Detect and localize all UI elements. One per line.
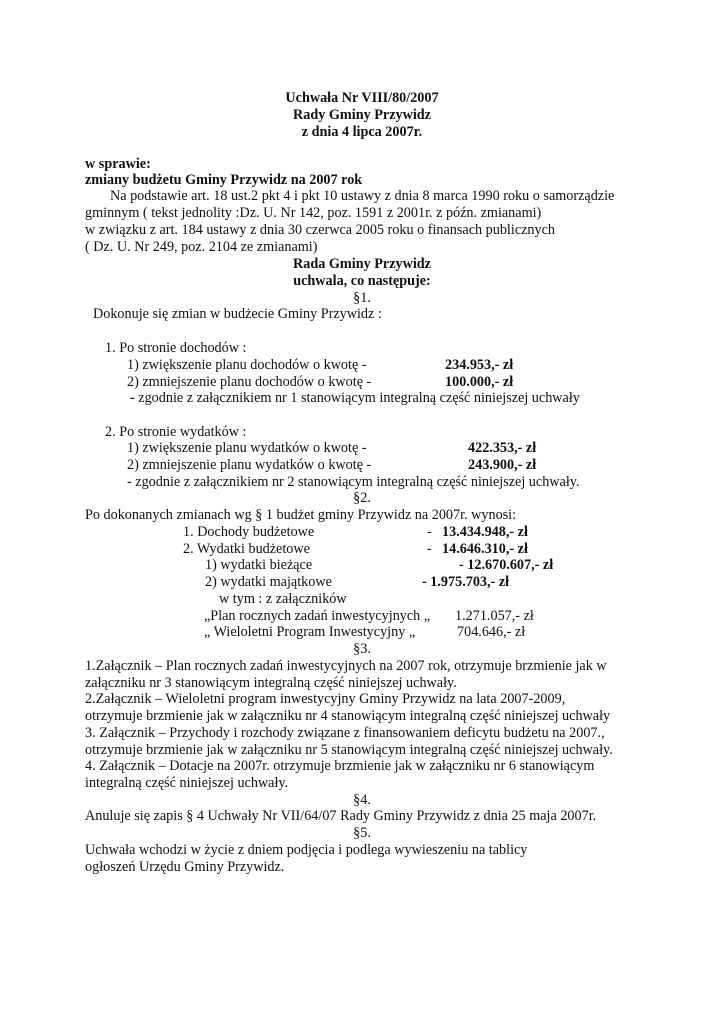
preamble-line: ( Dz. U. Nr 249, poz. 2104 ze zmianami) (85, 239, 318, 255)
income-decrease-amount: 100.000,- zł (445, 374, 514, 390)
expenses-increase-amount: 422.353,- zł (468, 440, 537, 456)
section-3-line: 2.Załącznik – Wieloletni program inwestycyjny Gminy Przywidz na lata 2007-2009, (85, 691, 566, 707)
property-spending-amount: - 1.975.703,- zł (422, 574, 510, 590)
section-5-mark: §5. (353, 825, 371, 841)
income-note-text: zgodnie z załącznikiem nr 1 stanowiącym integralną część niniejszej uchwały (134, 390, 580, 406)
annual-plan-label: „Plan rocznych zadań inwestycyjnych „ (204, 608, 431, 624)
section-3-line: 3. Załącznik – Przychody i rozchody związane z finansowaniem deficytu budżetu na 2007., (85, 725, 605, 741)
annual-plan-amount: 1.271.057,- zł (455, 608, 534, 624)
resolution-date: z dnia 4 lipca 2007r. (301, 124, 423, 140)
section-3-line: załączniku nr 3 stanowiącym integralną część niniejszej uchwały. (85, 675, 457, 691)
income-note-dash: - (130, 390, 135, 406)
income-heading: 1. Po stronie dochodów : (105, 340, 247, 356)
spending-total-label: 2. Wydatki budżetowe (183, 541, 310, 557)
preamble-line: Na podstawie art. 18 ust.2 pkt 4 i pkt 10 ustawy z dnia 8 marca 1990 roku o samorządzie (110, 188, 615, 204)
council-resolves: Rada Gminy Przywidz (293, 256, 431, 272)
section-3-line: 1.Załącznik – Plan rocznych zadań inwestycyjnych na 2007 rok, otrzymuje brzmienie jak w (85, 658, 607, 674)
expenses-decrease-amount: 243.900,- zł (468, 457, 537, 473)
revenue-total-label: 1. Dochody budżetowe (183, 524, 315, 540)
council-name: Rady Gminy Przywidz (293, 107, 431, 123)
expenses-note: - zgodnie z załącznikiem nr 2 stanowiącym integralną część niniejszej uchwały. (127, 474, 580, 490)
subject-label: w sprawie: (85, 156, 151, 172)
income-decrease-label: 2) zmniejszenie planu dochodów o kwotę - (127, 374, 372, 390)
preamble-line: gminnym ( tekst jednolity :Dz. U. Nr 142, poz. 1591 z 2001r. z późn. zmianami) (85, 205, 542, 221)
section-1-mark: §1. (353, 290, 371, 306)
expenses-increase-label: 1) zwiększenie planu wydatków o kwotę - (127, 440, 367, 456)
property-spending-label: 2) wydatki majątkowe (205, 574, 332, 590)
section-4-mark: §4. (353, 792, 371, 808)
multiyear-program-amount: 704.646,- zł (457, 624, 526, 640)
expenses-decrease-label: 2) zmniejszenie planu wydatków o kwotę - (127, 457, 372, 473)
section-3-line: otrzymuje brzmienie jak w załączniku nr 5 stanowiącym integralną część niniejszej uchwały. (85, 742, 613, 758)
section-2-intro: Po dokonanych zmianach wg § 1 budżet gminy Przywidz na 2007r. wynosi: (85, 507, 517, 523)
section-3-line: integralną część niniejszej uchwały. (85, 775, 289, 791)
spending-total-amount: 14.646.310,- zł (442, 541, 528, 557)
income-note (130, 390, 580, 407)
section-3-line: otrzymuje brzmienie jak w załączniku nr 4 stanowiącym integralną część niniejszej uchwały (85, 708, 611, 724)
resolution-title: Uchwała Nr VIII/80/2007 (285, 90, 439, 106)
current-spending-label: 1) wydatki bieżące (205, 557, 313, 573)
revenue-total-dash: - (427, 524, 432, 540)
current-spending-amount: - 12.670.607,- zł (459, 557, 554, 573)
section-3-mark: §3. (353, 641, 371, 657)
attachments-intro: w tym : z załączników (219, 591, 347, 607)
spending-total-dash: - (427, 541, 432, 557)
revenue-total-amount: 13.434.948,- zł (442, 524, 528, 540)
preamble-line: w związku z art. 184 ustawy z dnia 30 czerwca 2005 roku o finansach publicznych (85, 222, 555, 238)
expenses-heading: 2. Po stronie wydatków : (105, 424, 247, 440)
income-increase-amount: 234.953,- zł (445, 357, 514, 373)
section-5-line: Uchwała wchodzi w życie z dniem podjęcia i podlega wywieszeniu na tablicy (85, 842, 528, 858)
section-1-intro: Dokonuje się zmian w budżecie Gminy Przywidz : (93, 306, 382, 322)
subject-text: zmiany budżetu Gminy Przywidz na 2007 rok (85, 172, 363, 188)
section-4-text: Anuluje się zapis § 4 Uchwały Nr VII/64/07 Rady Gminy Przywidz z dnia 25 maja 2007r. (85, 808, 597, 824)
section-2-mark: §2. (353, 490, 371, 506)
council-resolves-following: uchwala, co następuje: (293, 273, 431, 289)
multiyear-program-label: „ Wieloletni Program Inwestycyjny „ (204, 624, 416, 640)
section-5-line: ogłoszeń Urzędu Gminy Przywidz. (85, 859, 285, 875)
section-3-line: 4. Załącznik – Dotacje na 2007r. otrzymuje brzmienie jak w załączniku nr 6 stanowiącym (85, 758, 595, 774)
income-increase-label: 1) zwiększenie planu dochodów o kwotę - (127, 357, 367, 373)
